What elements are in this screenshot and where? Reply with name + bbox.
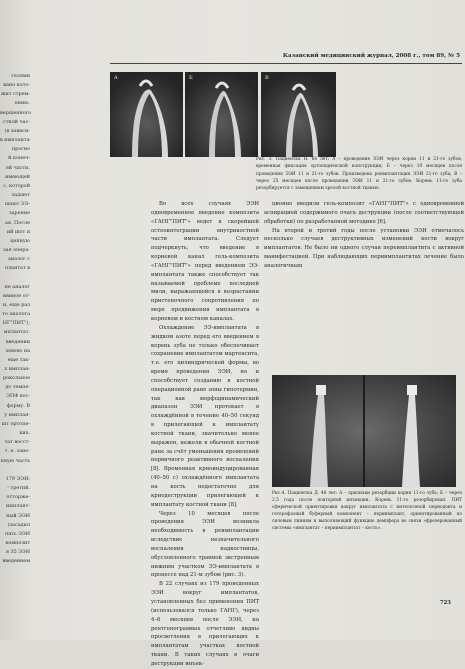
header-rule [110, 63, 462, 64]
left-fragment-line: плантат в [4, 265, 30, 272]
left-fragment-line: зая опера- [2, 246, 30, 253]
right-column [264, 200, 464, 271]
left-fragment-line: то аналога [2, 311, 30, 318]
left-fragment-line: в 35 ЭЭИ [6, 549, 30, 556]
left-fragment-line: землю на [5, 347, 30, 354]
left-fragment-line: форму. В [6, 402, 30, 409]
figure-3-caption: Рис. 3. Пациентка Н. 66 лет: А – проведение ЭЭИ через корни 11 и 21-го зубов, временная фиксация ортопедической конструкции; Б – через 10 месяцев после проведения ЭЭИ 11 и 21-го зубов. Произведена реимплантация ЭЭИ 21-го зуба; В – через 25 месяцев после проведения ЭЭИ 11 и 21-го зубов. Корень 11-го зуба резорбируется с замещением зрелой костной тканью. [256, 157, 462, 192]
xray-figure-c [261, 72, 336, 157]
left-fragment-line: тат восст- [4, 439, 30, 446]
paragraph: ционно вводили гель-композит «ГАНГ"ПИТ"» с одновременной аспирацией содержимого очага деструкции (после соответствующей обработки) по разработанной методике [6]. [264, 201, 464, 225]
left-fragment-line: введением [2, 558, 30, 565]
paragraph: Через 10 месяцев после проведения ЭЭИ возникла необходимость в реимплантации вследствие незначительного воспаления надкостницы, обусловленного травмой экстренным нижним участком ЭЭ-имплантата в процессе над 21-м зубом (рис. 3). [151, 510, 259, 579]
left-fragment-line: пять ЭЭИ [4, 530, 30, 537]
left-fragment-line: имплант- [6, 503, 30, 510]
left-fragment-line: прогно [11, 146, 30, 153]
left-fragment-line: й конеч- [8, 155, 30, 162]
left-fragment-line: композит [5, 539, 30, 546]
left-fragment-line: пную часть [0, 457, 30, 464]
figure-label-a: A [114, 75, 118, 81]
page-number: 723 [440, 600, 451, 606]
left-fragment-line: не аналог [4, 283, 30, 290]
left-fragment-line: ению. [14, 100, 30, 107]
left-fragment-line: вершенного [0, 109, 32, 116]
left-fragment-line: задают [11, 192, 30, 199]
figure-4-caption: Рис.4. Пациентка Д. 48 лет: А – признаки резорбции корня 11-го зуба; Б – через 2,5 года после повторной инъекции. Корень 11-го резорбирован. ПИТ сферической ориентировки вокруг имплантата с интелогеной периодонта и гетерофазный буферный компонент – периимплант, ориентированный по силовым линиям и выполняющий функцию демпфера во связи «фрезерованный системы «имплантат – периимплантат – кость». [272, 491, 462, 532]
left-fragment-line: зарение [8, 210, 30, 217]
left-fragment-line: (в зависи- [4, 127, 30, 134]
left-fragment-line: гелями [11, 73, 30, 79]
left-fragment-line: нвиное от- [2, 292, 30, 299]
left-fragment-line: ая. После [4, 219, 30, 226]
left-fragment-line: шт ортопе- [1, 420, 30, 427]
left-fragment-line: ий шот и [6, 228, 30, 235]
left-fragment-line: отторже- [6, 494, 30, 501]
xray-figure-4 [272, 375, 456, 487]
xray-figure-b [185, 72, 258, 157]
left-column-fragments [0, 72, 32, 565]
xray-figure-a [110, 72, 183, 157]
left-fragment-line: шают ЭЭ- [4, 201, 30, 208]
left-fragment-line: в импланта- [0, 137, 32, 144]
left-fragment-line: ких. [19, 430, 30, 437]
left-fragment-line [0, 466, 30, 475]
left-fragment-line: - третий. [7, 485, 30, 492]
left-fragment-line: т. е. зано- [4, 448, 30, 455]
left-fragment-line: еще так- [7, 356, 30, 363]
left-fragment-line: рокольное [3, 375, 30, 382]
left-fragment-line: (засадил [7, 521, 30, 528]
left-fragment-line: и, еще раз [3, 301, 30, 308]
left-fragment-line: аналог с [8, 256, 30, 263]
left-fragment-line [0, 273, 30, 282]
middle-column [151, 200, 259, 669]
left-fragment-line: имеющей [5, 173, 30, 180]
left-fragment-line: введении [5, 338, 30, 345]
left-fragment-line: жит стрем- [1, 91, 30, 98]
figure-label-c: В [265, 75, 269, 81]
left-fragment-line: мплантат. [3, 329, 30, 336]
paragraph: В 22 случаях из 179 проведенных ЭЭИ вокруг имплантатов, установленных без применения ПИТ (использовался только ГАНГ), через 4–6 месяцев после ЭЭИ, на рентгенограммах отчетливо видны просветления в прилегающих к имплантатам участках костной ткани. В таких случаях в очаги деструкции инъек- [151, 581, 259, 667]
paragraph: На второй и третий годы после установки ЭЭИ отмечалось несколько случаев деструктивных изменений кости вокруг имплантатов. Не было ни одного случая переимплантита с активной манифестацией. При наблюдающих периимплантитах лечение было аналогичным [264, 227, 464, 269]
left-fragment-line: ЭПФ вос- [6, 393, 30, 400]
left-fragment-line: 179 ЭЭИ: [5, 475, 30, 482]
left-fragment-line: вано кото- [3, 82, 30, 89]
left-fragment-line: цепную [10, 237, 30, 244]
left-fragment-line: НГ"ПИТ"), [2, 320, 30, 327]
left-fragment-line: ей части, [5, 164, 30, 171]
figure-label-b: Б [189, 75, 193, 81]
left-fragment-line: с, которой [3, 182, 30, 189]
left-fragment-line: у имплан- [4, 411, 30, 418]
left-fragment-line: ный ЭЭИ [6, 512, 30, 519]
left-fragment-line: до темпе- [5, 384, 30, 391]
paragraph: Охлаждение ЭЭ-имплантата в жидком азоте перед его введением в корень зуба не только обеспечивает сохранение имплантатом мартенсита, т.е. его цилиндрической формы, во время проведения ЭЭИ, но и способствует созданию в костной операционной ране зоны гипотермии, так как морфодинамический диапазон ЭЭИ протекает в охлаждённой в течение 40–50 секунд в прилегающей к имплантату костной ткани, значительно менее выражен, нежели в обычной костной ране за счёт уменьшения проявлений первичного реактивного воспаления [8]. Временная криоиндуцированная (40–50 с) охлаждённого имплантата на кость недостаточно для криодеструкции прилегающей к имплантату костной ткани [8]. [151, 324, 260, 508]
paragraph: Во всех случаях ЭЭИ одновременное введение композита «ГАНГ"ПИТ"» ведет к скорейшей остеоинтеграции внутрикостной части имплантата. Следует подчеркнуть, что введение в корневой канал гель-композита «ГАНГ"ПИТ"» перед введением ЭЭ-имплантата также способствует так называемой проблеме последней мили, выражающейся в возрастании пристеночного сопротивления по мере продвижения имплантата в корневом и костном каналах. [151, 201, 259, 322]
left-fragment-line: х имплан- [4, 366, 30, 372]
running-header: Казанский медицинский журнал, 2008 г., том 89, № 5 [282, 53, 460, 59]
left-fragment-line: стной час- [2, 118, 30, 125]
